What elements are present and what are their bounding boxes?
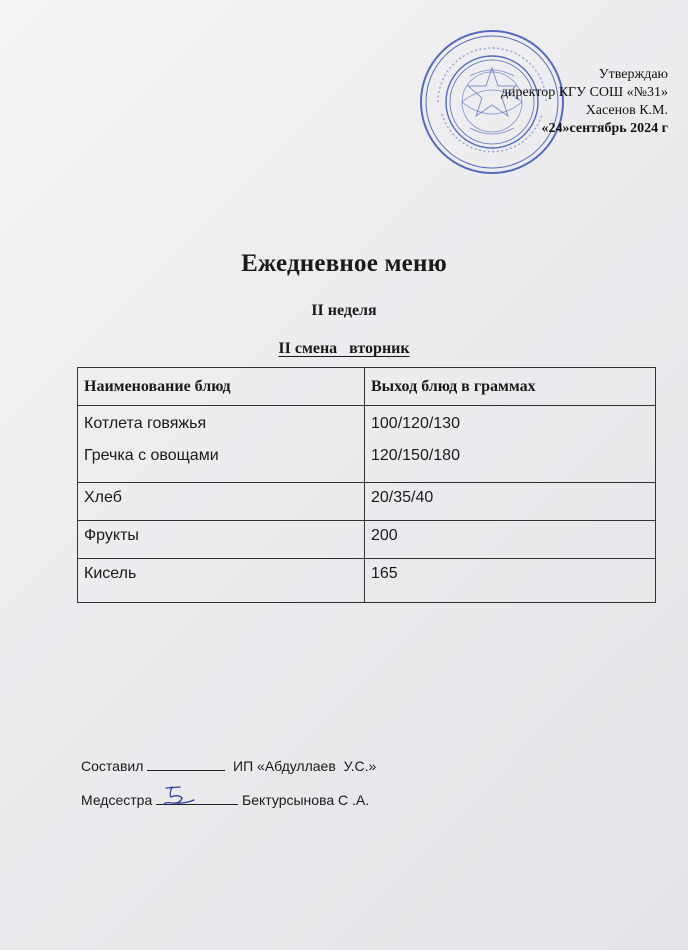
signature-blank (147, 758, 225, 771)
approval-date: «24»сентябрь 2024 г (541, 121, 668, 136)
approval-position: директор КГУ СОШ «№31» (500, 85, 668, 100)
compiled-by-line (81, 758, 376, 774)
compiled-label: Составил (81, 758, 144, 774)
dish-name: Гречка с овощами (84, 447, 219, 464)
grams-cell (365, 406, 656, 483)
dish-name: Фрукты (78, 521, 365, 559)
nurse-name: Бектурсынова С .А. (242, 792, 370, 808)
dish-grams: 20/35/40 (365, 483, 656, 521)
table-row (78, 406, 656, 483)
nurse-label: Медсестра (81, 792, 153, 808)
column-header-grams: Выход блюд в граммах (365, 368, 656, 406)
dish-name: Хлеб (78, 483, 365, 521)
shift-label (0, 340, 688, 358)
dish-name: Кисель (78, 559, 365, 603)
nurse-signature (160, 784, 198, 808)
week-label: II неделя (311, 302, 377, 319)
approval-heading: Утверждаю (598, 67, 668, 82)
shift-text: II смена вторник (278, 340, 410, 357)
table-row (78, 521, 656, 559)
dish-grams: 100/120/130 (371, 415, 460, 432)
table-row (78, 559, 656, 603)
approval-block (501, 66, 668, 138)
dish-grams: 200 (365, 521, 656, 559)
approval-director-name: Хасенов К.М. (585, 103, 668, 118)
table-row (78, 483, 656, 521)
dish-grams: 165 (365, 559, 656, 603)
menu-table (77, 367, 656, 603)
nurse-line (81, 792, 369, 808)
dish-cell (78, 406, 365, 483)
compiled-by-name: ИП «Абдуллаев У.С.» (233, 758, 377, 774)
column-header-dish: Наименование блюд (78, 368, 365, 406)
dish-grams: 120/150/180 (371, 447, 460, 464)
table-header-row (78, 368, 656, 406)
page-title: Ежедневное меню (241, 250, 447, 277)
dish-name: Котлета говяжья (84, 415, 207, 432)
